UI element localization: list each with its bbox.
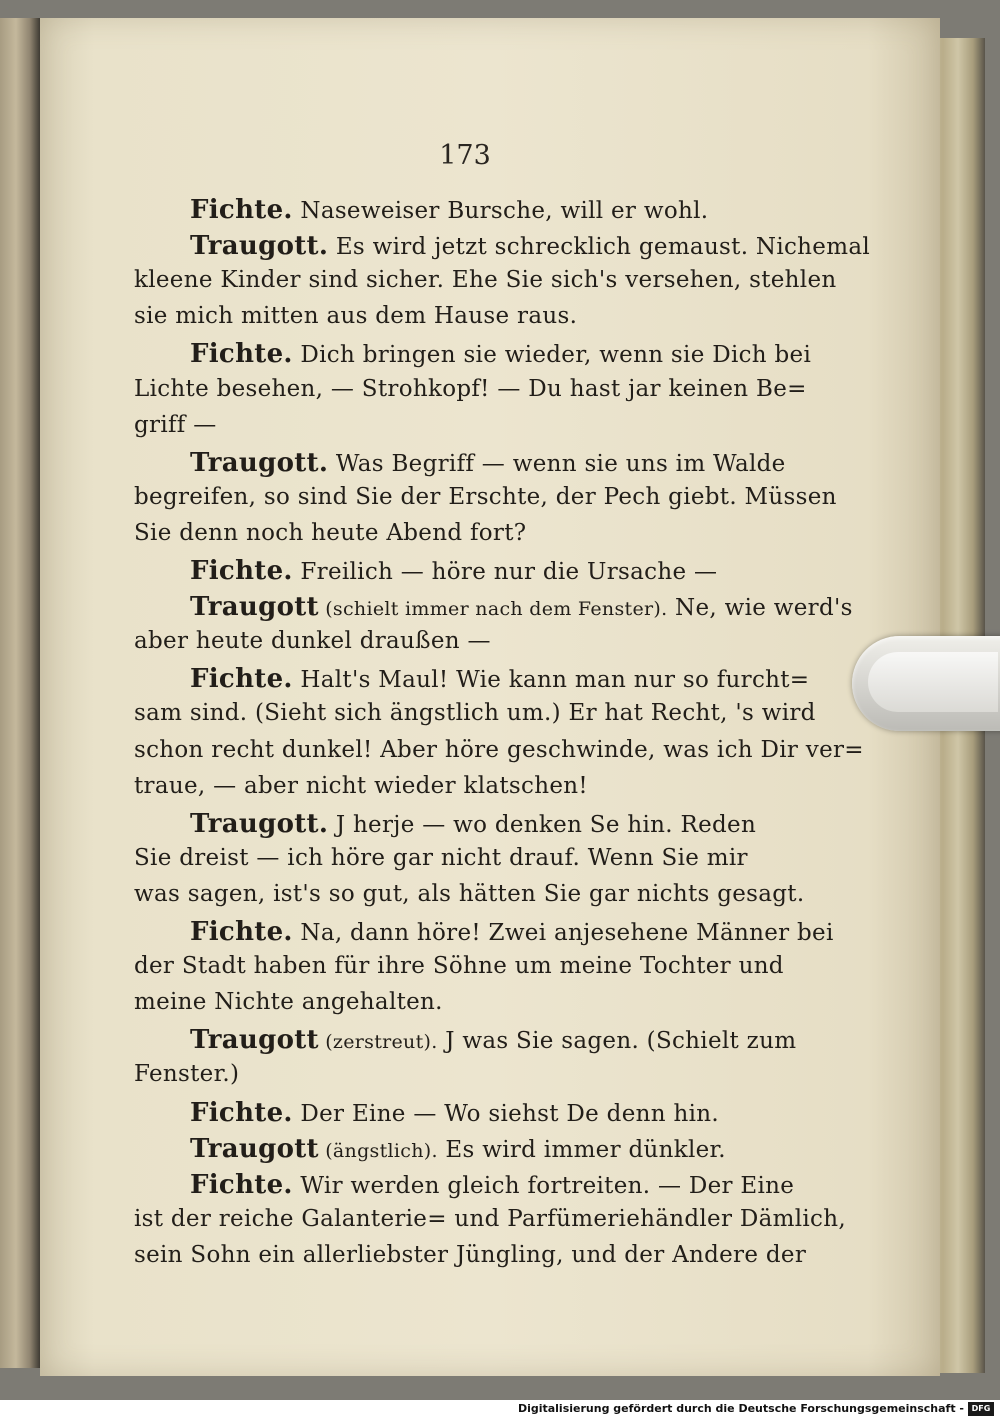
stage-direction: (schielt immer nach dem Fenster).: [318, 598, 668, 621]
text-line: [190, 448, 796, 478]
line-text: Was Begriff — wenn sie uns im Walde: [328, 450, 786, 477]
line-text: J was Sie sagen. (Schielt zum: [437, 1028, 797, 1055]
line-text: Lichte besehen, — Strohkopf! — Du hast jar keinen Be=: [134, 375, 807, 402]
line-text: traue, — aber nicht wieder klatschen!: [134, 772, 588, 799]
line-text: sie mich mitten aus dem Hause raus.: [134, 303, 578, 330]
text-line: [190, 592, 853, 623]
line-text: aber heute dunkel draußen —: [134, 628, 491, 655]
dfg-logo: DFG: [968, 1402, 994, 1416]
line-text: was sagen, ist's so gut, als hätten Sie gar nichts gesagt.: [134, 880, 805, 907]
text-line: [190, 1170, 796, 1200]
line-text: Na, dann höre! Zwei anjesehene Männer bei: [292, 920, 834, 946]
line-text: Sie denn noch heute Abend fort?: [134, 519, 527, 546]
speaker-name: Traugott.: [190, 808, 329, 839]
text-line: [134, 700, 816, 727]
line-text: Wir werden gleich fortreiten. — Der Eine: [292, 1172, 795, 1199]
speaker-name: Traugott: [190, 592, 319, 623]
line-text: meine Nichte angehalten.: [134, 989, 443, 1016]
text-line: [134, 483, 837, 510]
line-text: Sie dreist — ich höre gar nicht drauf. Wenn Sie mir: [134, 844, 748, 871]
speaker-name: Traugott.: [190, 231, 329, 262]
footer-credit: Digitalisierung gefördert durch die Deutsche Forschungsgemeinschaft -: [517, 1402, 964, 1415]
line-text: schon recht dunkel! Aber höre geschwinde, was ich Dir ver=: [134, 736, 864, 763]
text-line: [134, 412, 796, 438]
text-line: [134, 880, 805, 907]
text-line: [134, 375, 807, 402]
previous-page-edge: [0, 18, 40, 1368]
text-line: [134, 1061, 796, 1087]
speaker-name: Traugott: [190, 1025, 319, 1056]
speaker-name: Fichte.: [190, 917, 293, 947]
text-line: [190, 1025, 796, 1055]
text-line: [134, 1205, 846, 1232]
speaker-name: Traugott: [190, 1133, 319, 1164]
text-line: [190, 195, 796, 225]
line-text: ist der reiche Galanterie= und Parfümeriehändler Dämlich,: [134, 1205, 846, 1232]
text-line: [134, 1241, 807, 1268]
line-text: begreifen, so sind Sie der Erschte, der Pech giebt. Müssen: [134, 483, 837, 510]
line-text: Naseweiser Bursche, will er wohl.: [292, 198, 709, 224]
line-text: Freilich — höre nur die Ursache —: [292, 559, 718, 585]
text-line: [190, 1134, 796, 1164]
line-text: sam sind. (Sieht sich ängstlich um.) Er hat Recht, 's wird: [134, 700, 816, 727]
speaker-name: Fichte.: [190, 195, 293, 225]
text-line: [190, 917, 834, 947]
line-text: Halt's Maul! Wie kann man nur so furcht=: [292, 667, 810, 694]
text-line: [134, 267, 837, 294]
line-text: Es wird immer dünkler.: [437, 1136, 726, 1163]
speaker-name: Fichte.: [190, 556, 293, 586]
text-line: [190, 664, 810, 695]
text-line: [134, 628, 796, 654]
line-text: sein Sohn ein allerliebster Jüngling, und der Andere der: [134, 1241, 807, 1268]
line-text: Dich bringen sie wieder, wenn sie Dich bei: [292, 342, 812, 369]
text-line: [134, 953, 796, 979]
text-line: [134, 845, 796, 871]
text-line: [134, 736, 864, 763]
text-line: [190, 809, 796, 839]
text-line: [190, 1098, 796, 1128]
line-text: J herje — wo denken Se hin. Reden: [328, 811, 757, 838]
line-text: Es wird jetzt schrecklich gemaust. Nichemal: [328, 234, 870, 261]
speaker-name: Fichte.: [190, 1097, 293, 1128]
text-line: [134, 520, 796, 546]
line-text: kleene Kinder sind sicher. Ehe Sie sich's versehen, stehlen: [134, 267, 837, 294]
line-text: griff —: [134, 411, 217, 438]
line-text: der Stadt haben für ihre Söhne um meine Tochter und: [134, 953, 784, 980]
stage-direction: (zerstreut).: [318, 1031, 438, 1054]
speaker-name: Fichte.: [190, 1169, 293, 1200]
page-number: 173: [439, 140, 491, 171]
stage-direction: (ängstlich).: [318, 1139, 438, 1162]
speaker-name: Fichte.: [190, 339, 293, 370]
text-line: [134, 773, 796, 799]
text-line: [190, 556, 796, 586]
text-line: [134, 303, 796, 329]
line-text: Der Eine — Wo siehst De denn hin.: [292, 1100, 719, 1127]
line-text: Ne, wie werd's: [667, 595, 853, 622]
page-clip-highlight: [868, 652, 998, 712]
speaker-name: Fichte.: [190, 664, 293, 695]
line-text: Fenster.): [134, 1061, 240, 1088]
text-line: [134, 989, 796, 1015]
text-line: [190, 231, 870, 262]
text-line: [190, 339, 812, 370]
speaker-name: Traugott.: [190, 447, 329, 478]
